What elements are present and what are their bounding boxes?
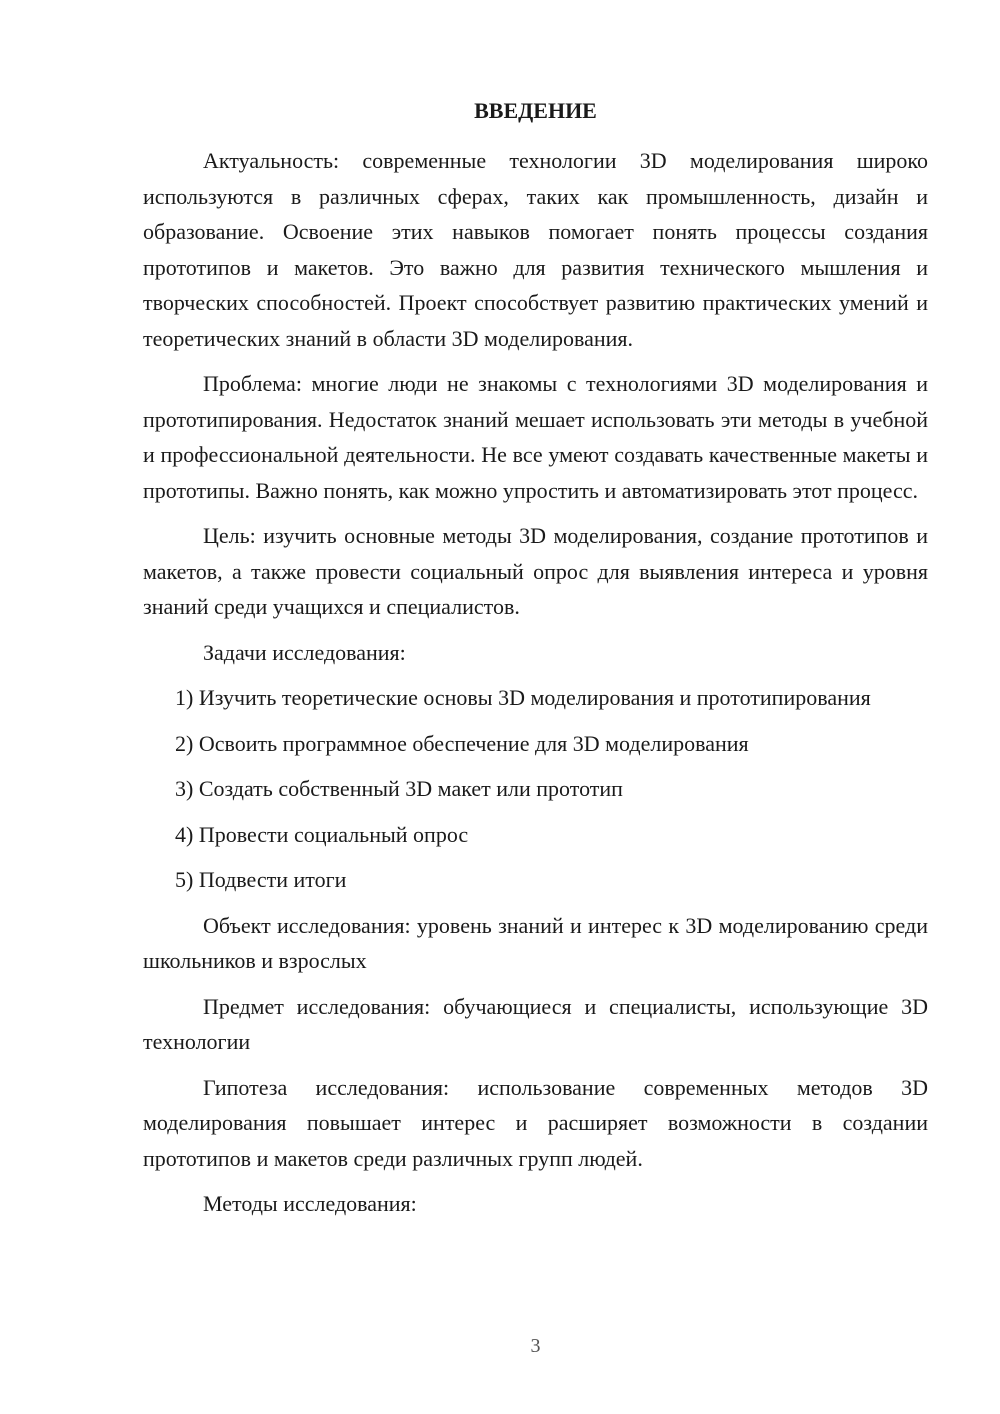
methods-heading: Методы исследования: [203, 1191, 417, 1216]
task-item-3: 3) Создать собственный 3D макет или прототип [175, 776, 623, 801]
task-item-2: 2) Освоить программное обеспечение для 3D моделирования [175, 730, 749, 756]
hypothesis-paragraph: Гипотеза исследования: использование современных методов 3D моделирования повышает интерес и расширяет возможности в создании прототипов и макетов среди различных групп людей. [143, 1074, 928, 1171]
subject-paragraph: Предмет исследования: обучающиеся и специалисты, использующие 3D технологии [143, 993, 928, 1054]
page-number: 3 [530, 1335, 541, 1357]
task-item-5: 5) Подвести итоги [175, 867, 347, 892]
goal-paragraph: Цель: изучить основные методы 3D моделирования, создание прототипов и макетов, а также провести социальный опрос для выявления интереса и уровня знаний среди учащихся и специалистов. [143, 523, 928, 619]
task-item-4: 4) Провести социальный опрос [175, 821, 469, 847]
tasks-heading: Задачи исследования: [203, 639, 406, 665]
document-page [143, 0, 928, 1414]
document-body [143, 143, 928, 1222]
task-item-1: 1) Изучить теоретические основы 3D моделирования и прототипирования [175, 685, 871, 710]
object-paragraph: Объект исследования: уровень знаний и интерес к 3D моделированию среди школьников и взрослых [143, 912, 928, 973]
relevance-paragraph: Актуальность: современные технологии 3D моделирования широко используются в различных сферах, таких как промышленность, дизайн и образование. Освоение этих навыков помогает понять процессы создания прототипов и макетов. Это важно для развития технического мышления и творческих способностей. Проект способствует развитию практических умений и теоретических знаний в области 3D моделирования. [143, 148, 928, 351]
problem-paragraph: Проблема: многие люди не знакомы с технологиями 3D моделирования и прототипирования. Недостаток знаний мешает использовать эти методы в учебной и профессиональной деятельности. Не все умеют создавать качественные макеты и прототипы. Важно понять, как можно упростить и автоматизировать этот процесс. [143, 371, 928, 503]
page-title: ВВЕДЕНИЕ [474, 98, 597, 123]
